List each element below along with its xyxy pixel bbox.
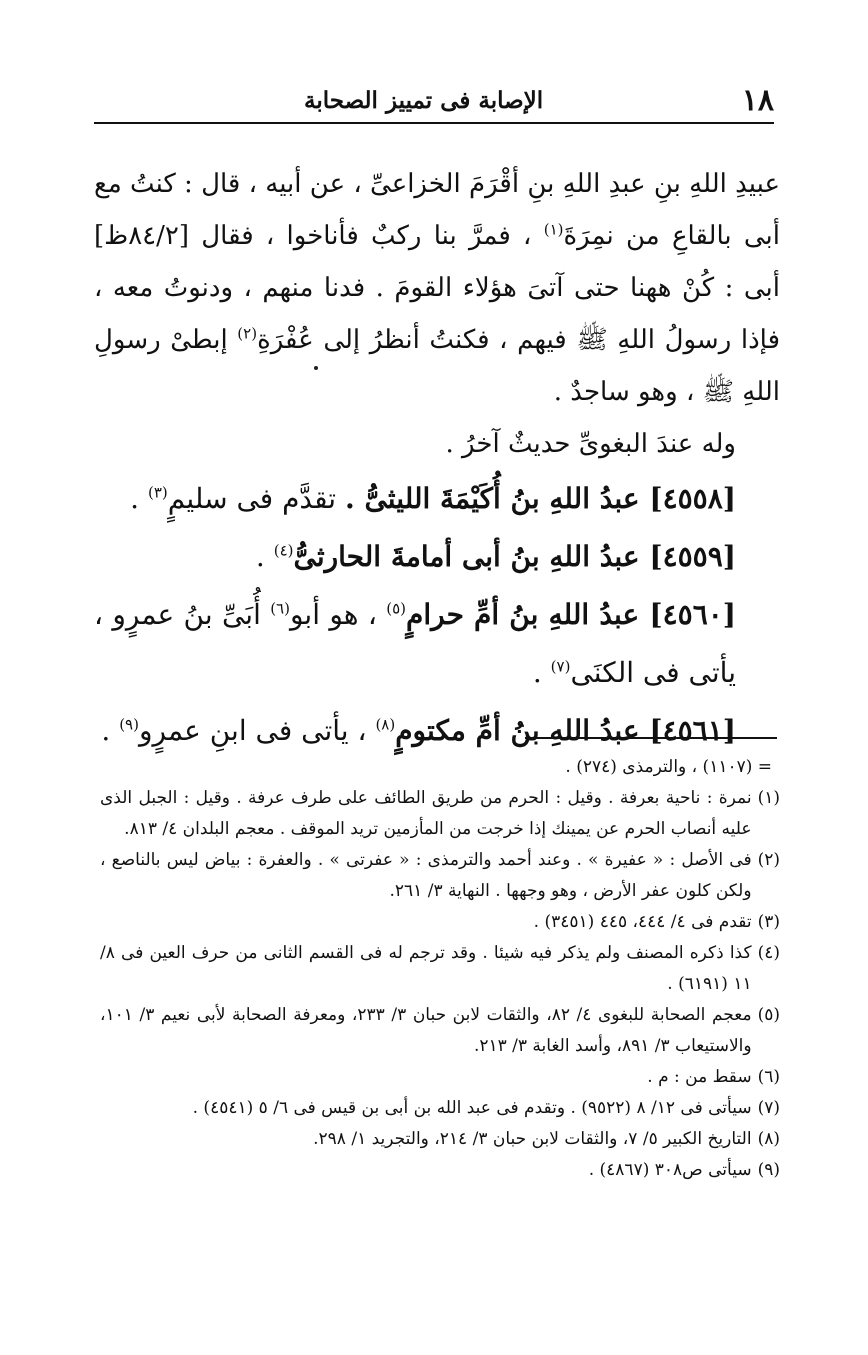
- entry-name: عبدُ اللهِ بنُ أمِّ حرامٍ: [406, 598, 650, 631]
- footnote-label: (٥): [757, 1005, 780, 1025]
- entry-4558: [94, 470, 780, 528]
- footnote-text: تقدم فى ٤/ ٤٤٤، ٤٤٥ (٣٤٥١) .: [533, 912, 752, 932]
- footnote-8: [100, 1124, 780, 1155]
- footnote-label: (٩): [757, 1160, 780, 1180]
- entry-text: ، هو أبو: [289, 598, 387, 631]
- footnote-label: (٤): [757, 943, 780, 963]
- entry-name: عبدُ اللهِ بنُ أمِّ مكتومٍ: [395, 714, 650, 747]
- page-number: ١٨: [741, 82, 774, 118]
- footnote-label: (٨): [757, 1129, 780, 1149]
- entry-end: .: [101, 714, 120, 747]
- footnote-text: التاريخ الكبير ٥/ ٧، والثقات لابن حبان ٣/ ٢١٤، والتجريد ١/ ٢٩٨.: [313, 1129, 752, 1149]
- footnote-3: [100, 907, 780, 938]
- footnote-ref-3[interactable]: (٣): [147, 483, 168, 502]
- footnote-label: (١): [757, 788, 780, 808]
- entry-4559: [94, 528, 780, 586]
- footnotes: [100, 752, 780, 1186]
- footnote-continuation: = (١١٠٧) ، والترمذى (٢٧٤) .: [565, 757, 772, 777]
- footnote-text: نمرة : ناحية بعرفة . وقيل : الحرم من طريق الطائف على طرف عرفة . وقيل : الجبل الذى عليه أنصاب الحرم عن يمينك إذا خرجت من المأزمين تريد الموقف . معجم البلدان ٤/ ٨١٣.: [100, 788, 752, 839]
- page-header: [94, 78, 774, 124]
- paragraph-hadith: [94, 158, 780, 418]
- footnote-label: (٣): [757, 912, 780, 932]
- entry-text: ، يأتى فى ابنِ عمرٍو: [138, 714, 376, 747]
- footnote-label: (٦): [757, 1067, 780, 1087]
- text-segment: عبيدِ اللهِ بنِ عبدِ اللهِ بنِ أقْرَمَ الخزاعىِّ ، عن أبيه ، قال : كنتُ مع أبى بالقاعِ من: [94, 169, 781, 251]
- entry-number: [٤٥٥٩]: [649, 540, 736, 573]
- text-segment: عُفْرَةِ: [257, 325, 314, 355]
- footnote-text: فى الأصل : « عفيرة » . وعند أحمد والترمذى : « عفرتى » . والعفرة : بياض ليس بالناصع ، ولكن كلون عفر الأرض ، وهو وجهها . النهاية ٣/ ٢٦١.: [100, 850, 752, 901]
- footnote-9: [100, 1155, 780, 1186]
- footnote-ref-9[interactable]: (٩): [119, 715, 139, 734]
- entry-number: [٤٥٥٨]: [649, 482, 736, 515]
- entry-text: تقدَّم فى سليمٍ: [167, 482, 345, 515]
- footnote-6: [100, 1062, 780, 1093]
- footnote-ref-6[interactable]: (٦): [270, 599, 290, 618]
- footnote-5: [100, 1000, 780, 1062]
- footnote-7: [100, 1093, 780, 1124]
- entry-text: أُبَىِّ بنُ عمرٍو ، يأتى فى الكنَى: [94, 598, 736, 689]
- main-text: [94, 158, 780, 760]
- footnote-text: معجم الصحابة للبغوى ٤/ ٨٢، والثقات لابن حبان ٣/ ٢٣٣، ومعرفة الصحابة لأبى نعيم ٣/ ١٠١، والاستيعاب ٣/ ٨٩١، وأسد الغابة ٣/ ٢١٣.: [100, 1005, 752, 1056]
- running-title: الإصابة فى تمييز الصحابة: [304, 86, 544, 114]
- stray-dot: [314, 366, 318, 370]
- text-segment: نمِرَةَ: [563, 221, 614, 251]
- footnote-text: سيأتى فى ١٢/ ٨ (٩٥٢٢) . وتقدم فى عبد الله بن أبى بن قيس فى ٦/ ٥ (٤٥٤١) .: [192, 1098, 752, 1118]
- footnote-text: كذا ذكره المصنف ولم يذكر فيه شيئا . وقد ترجم له فى القسم الثانى من حرف العين فى ٨/ ١١ (٦١٩١) .: [100, 943, 752, 994]
- entry-number: [٤٥٦٠]: [649, 598, 737, 631]
- footnote-1: [100, 783, 780, 845]
- text-segment: ، فمرَّ بنا ركبٌ فأناخوا ، فقال [٨٤/٢ظ] أبى : كُنْ ههنا حتى آتىَ هؤلاء: [94, 221, 780, 303]
- entry-4560: [94, 586, 780, 702]
- footnote-ref-7[interactable]: (٧): [550, 657, 571, 676]
- footnote-text: سيأتى ص٣٠٨ (٤٨٦٧) .: [588, 1160, 752, 1180]
- footnote-separator: [525, 737, 777, 739]
- entry-end: .: [255, 540, 274, 573]
- footnote-ref-5[interactable]: (٥): [386, 599, 406, 618]
- entry-number: [٤٥٦١]: [649, 714, 736, 747]
- paragraph-baghawi: وله عندَ البغوىِّ حديثٌ آخرُ .: [445, 429, 736, 459]
- entry-end: .: [532, 656, 551, 689]
- footnote-ref-1[interactable]: (١): [543, 220, 564, 239]
- footnote-2: [100, 845, 780, 907]
- footnote-4: [100, 938, 780, 1000]
- entry-name: عبدُ اللهِ بنُ أبى أمامةَ الحارثىُّ: [293, 540, 650, 573]
- footnote-text: سقط من : م .: [647, 1067, 752, 1087]
- footnote-label: (٢): [757, 850, 780, 870]
- footnote-label: (٧): [757, 1098, 780, 1118]
- footnote-ref-2[interactable]: (٢): [237, 324, 258, 343]
- text-segment: إبطىْ رسولِ اللهِ ﷺ ، وهو ساجدٌ .: [94, 325, 780, 407]
- text-segment: القومَ . فدنا منهم ، ودنوتُ معه ، فإذا رسولُ اللهِ ﷺ فيهم ، فكنتُ أنظرُ إلى: [94, 273, 780, 355]
- entry-name: عبدُ اللهِ بنُ أُكَيْمَةَ الليثىُّ .: [344, 482, 650, 515]
- footnote-ref-8[interactable]: (٨): [375, 715, 396, 734]
- entry-end: .: [130, 482, 148, 515]
- footnote-ref-4[interactable]: (٤): [273, 541, 294, 560]
